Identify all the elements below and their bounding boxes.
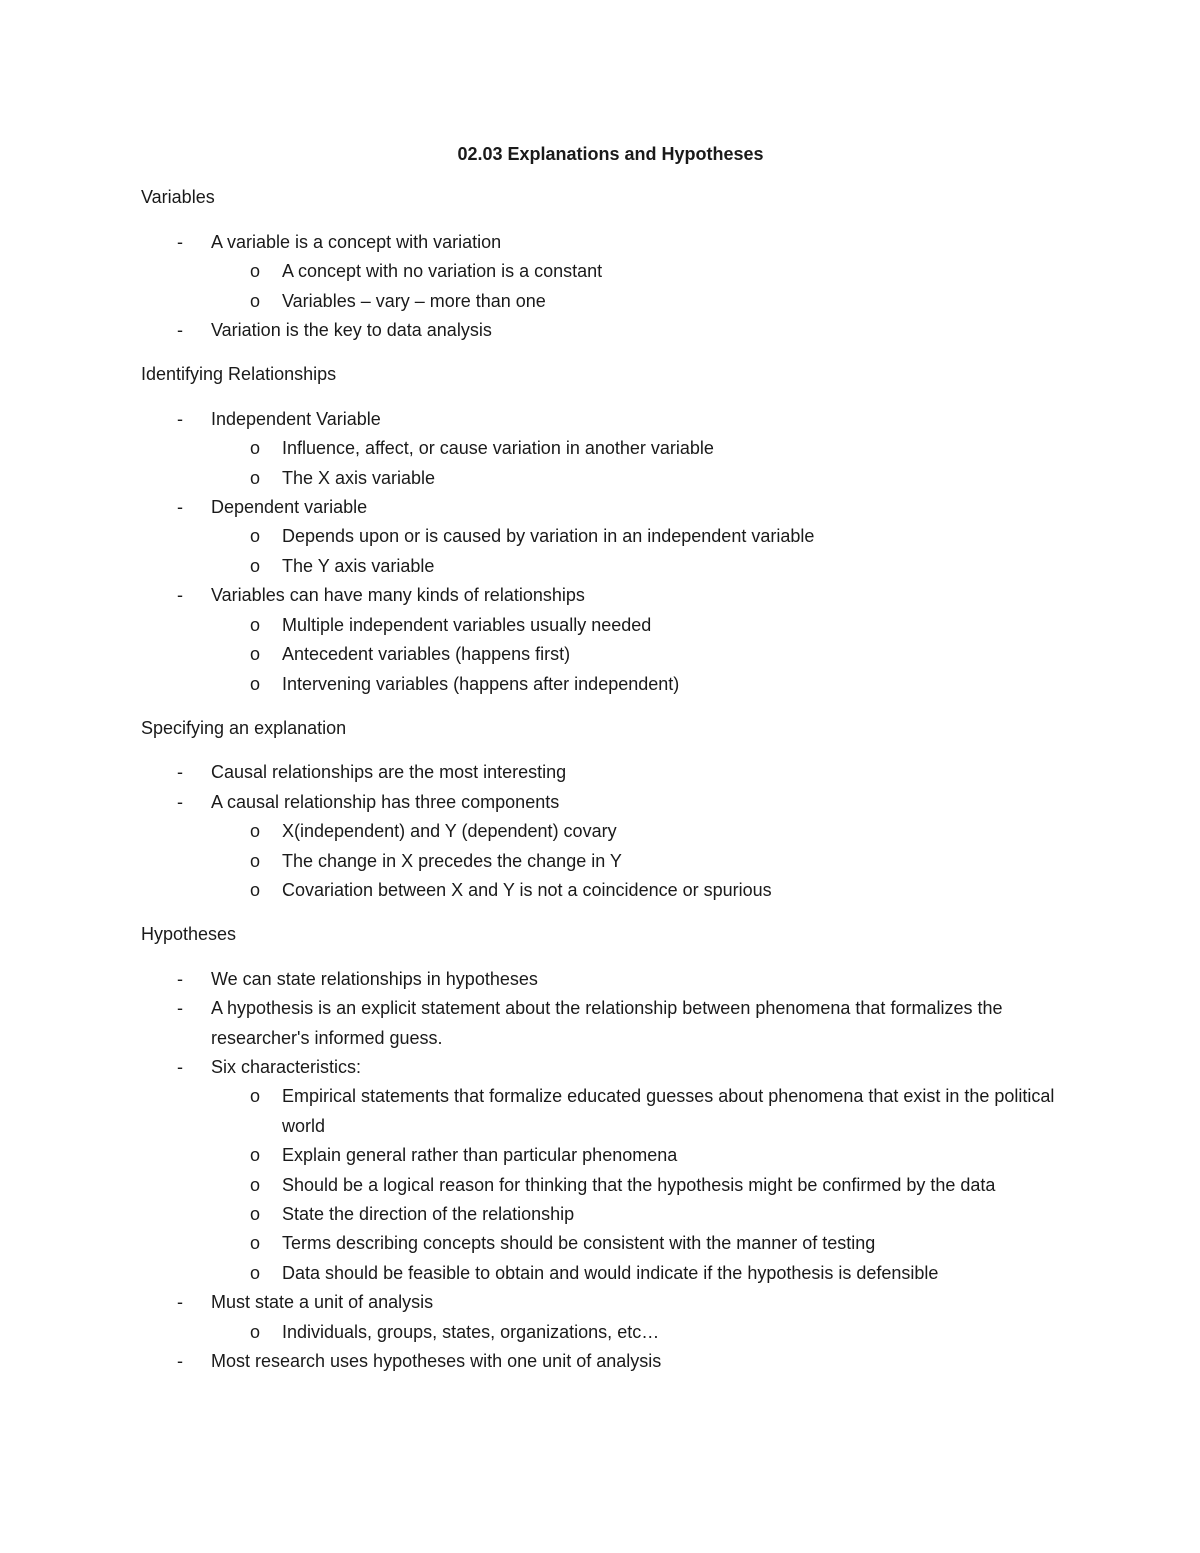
list-item: [141, 581, 1080, 699]
list-item: [141, 994, 1080, 1053]
sub-bullet-list: [211, 817, 1080, 905]
list-item: [141, 405, 1080, 493]
list-item: [141, 965, 1080, 994]
circle-bullet-icon: o: [250, 614, 261, 635]
section-heading: Hypotheses: [141, 924, 237, 945]
sub-list-item-text: Data should be feasible to obtain and would indicate if the hypothesis is defensible: [282, 1262, 939, 1283]
list-item-text: A variable is a concept with variation: [211, 231, 502, 252]
sub-bullet-list: [211, 434, 1080, 493]
dash-bullet-icon: -: [177, 762, 183, 783]
sub-list-item: [141, 847, 1080, 876]
list-item-text: Causal relationships are the most interesting: [211, 762, 567, 783]
circle-bullet-icon: o: [250, 879, 261, 900]
sub-bullet-list: [211, 257, 1080, 316]
sub-list-item-text: Depends upon or is caused by variation in an independent variable: [282, 526, 815, 547]
circle-bullet-icon: o: [250, 290, 261, 311]
sub-list-item-text: The change in X precedes the change in Y: [282, 850, 622, 871]
sub-list-item-text: State the direction of the relationship: [282, 1204, 575, 1224]
circle-bullet-icon: o: [250, 644, 261, 665]
sub-list-item-text: Multiple independent variables usually needed: [282, 614, 652, 635]
dash-bullet-icon: -: [177, 497, 183, 518]
bullet-list: [141, 228, 1080, 346]
sub-list-item-text: The Y axis variable: [282, 555, 435, 576]
list-item: [141, 1347, 1080, 1376]
section-heading: Specifying an explanation: [141, 717, 347, 738]
sub-list-item-text: X(independent) and Y (dependent) covary: [282, 821, 617, 842]
circle-bullet-icon: o: [250, 1145, 261, 1166]
dash-bullet-icon: -: [177, 585, 183, 606]
dash-bullet-icon: -: [177, 231, 183, 252]
sub-list-item: [141, 1141, 1080, 1170]
sub-list-item: [141, 552, 1080, 581]
sub-list-item-text: Explain general rather than particular phenomena: [282, 1145, 678, 1166]
list-item-text: Variation is the key to data analysis: [211, 320, 492, 341]
circle-bullet-icon: o: [250, 438, 261, 459]
circle-bullet-icon: o: [250, 526, 261, 547]
list-item-text: Must state a unit of analysis: [211, 1292, 434, 1313]
dash-bullet-icon: -: [177, 1292, 183, 1313]
sub-list-item-text: Should be a logical reason for thinking that the hypothesis might be confirmed by the data: [282, 1174, 996, 1195]
sub-list-item: [141, 640, 1080, 669]
list-item: [141, 788, 1080, 906]
bullet-list: [141, 405, 1080, 699]
circle-bullet-icon: o: [250, 1174, 261, 1195]
circle-bullet-icon: o: [250, 1233, 261, 1254]
sub-list-item-text: Influence, affect, or cause variation in another variable: [282, 438, 714, 459]
sub-list-item-text: Covariation between X and Y is not a coincidence or spurious: [282, 879, 772, 900]
circle-bullet-icon: o: [250, 1262, 261, 1283]
list-item-text: A hypothesis is an explicit statement about the relationship between phenomena that formalizes the researcher's informed guess.: [211, 998, 1003, 1048]
list-item-text: Six characteristics:: [211, 1056, 362, 1077]
document-body: [141, 183, 1080, 1376]
sub-list-item: [141, 464, 1080, 493]
list-item: [141, 316, 1080, 345]
section-heading: Variables: [141, 187, 215, 208]
dash-bullet-icon: -: [177, 998, 183, 1019]
bullet-list: [141, 758, 1080, 905]
sub-list-item: [141, 522, 1080, 551]
list-item-text: A causal relationship has three components: [211, 791, 560, 812]
sub-list-item-text: Intervening variables (happens after independent): [282, 673, 680, 694]
sub-list-item: [141, 876, 1080, 905]
sub-list-item: [141, 1082, 1080, 1141]
sub-bullet-list: [211, 611, 1080, 699]
circle-bullet-icon: o: [250, 673, 261, 694]
sub-list-item: [141, 287, 1080, 316]
dash-bullet-icon: -: [177, 1351, 183, 1372]
page-title: 02.03 Explanations and Hypotheses: [457, 144, 764, 164]
sub-bullet-list: [211, 522, 1080, 581]
sub-list-item: [141, 1229, 1080, 1258]
circle-bullet-icon: o: [250, 467, 261, 488]
circle-bullet-icon: o: [250, 1204, 261, 1224]
circle-bullet-icon: o: [250, 821, 261, 842]
sub-bullet-list: [211, 1318, 1080, 1347]
list-item: [141, 758, 1080, 787]
sub-list-item-text: Variables – vary – more than one: [282, 290, 546, 311]
list-item-text: Variables can have many kinds of relationships: [211, 585, 585, 606]
sub-list-item-text: The X axis variable: [282, 467, 436, 488]
dash-bullet-icon: -: [177, 968, 183, 989]
list-item: [141, 228, 1080, 316]
circle-bullet-icon: o: [250, 1086, 261, 1107]
circle-bullet-icon: o: [250, 555, 261, 576]
sub-list-item-text: Empirical statements that formalize educated guesses about phenomena that exist in the political world: [282, 1086, 1055, 1136]
sub-list-item-text: Terms describing concepts should be consistent with the manner of testing: [282, 1233, 876, 1254]
sub-list-item: [141, 670, 1080, 699]
circle-bullet-icon: o: [250, 1321, 261, 1342]
sub-list-item-text: Antecedent variables (happens first): [282, 644, 571, 665]
dash-bullet-icon: -: [177, 791, 183, 812]
circle-bullet-icon: o: [250, 850, 261, 871]
sub-list-item: [141, 1259, 1080, 1288]
sub-list-item-text: Individuals, groups, states, organizations, etc…: [282, 1321, 660, 1342]
list-item: [141, 493, 1080, 581]
sub-list-item: [141, 611, 1080, 640]
sub-list-item: [141, 1171, 1080, 1200]
sub-list-item: [141, 257, 1080, 286]
list-item-text: We can state relationships in hypotheses: [211, 968, 538, 989]
list-item-text: Dependent variable: [211, 497, 368, 518]
bullet-list: [141, 965, 1080, 1377]
sub-list-item: [141, 1318, 1080, 1347]
section-heading: Identifying Relationships: [141, 364, 337, 385]
sub-bullet-list: [211, 1082, 1080, 1288]
dash-bullet-icon: -: [177, 1056, 183, 1077]
list-item: [141, 1288, 1080, 1347]
sub-list-item-text: A concept with no variation is a constant: [282, 261, 603, 282]
sub-list-item: [141, 1200, 1080, 1229]
circle-bullet-icon: o: [250, 261, 261, 282]
list-item-text: Independent Variable: [211, 408, 381, 429]
sub-list-item: [141, 817, 1080, 846]
sub-list-item: [141, 434, 1080, 463]
list-item: [141, 1053, 1080, 1288]
list-item-text: Most research uses hypotheses with one unit of analysis: [211, 1351, 662, 1372]
dash-bullet-icon: -: [177, 320, 183, 341]
dash-bullet-icon: -: [177, 408, 183, 429]
